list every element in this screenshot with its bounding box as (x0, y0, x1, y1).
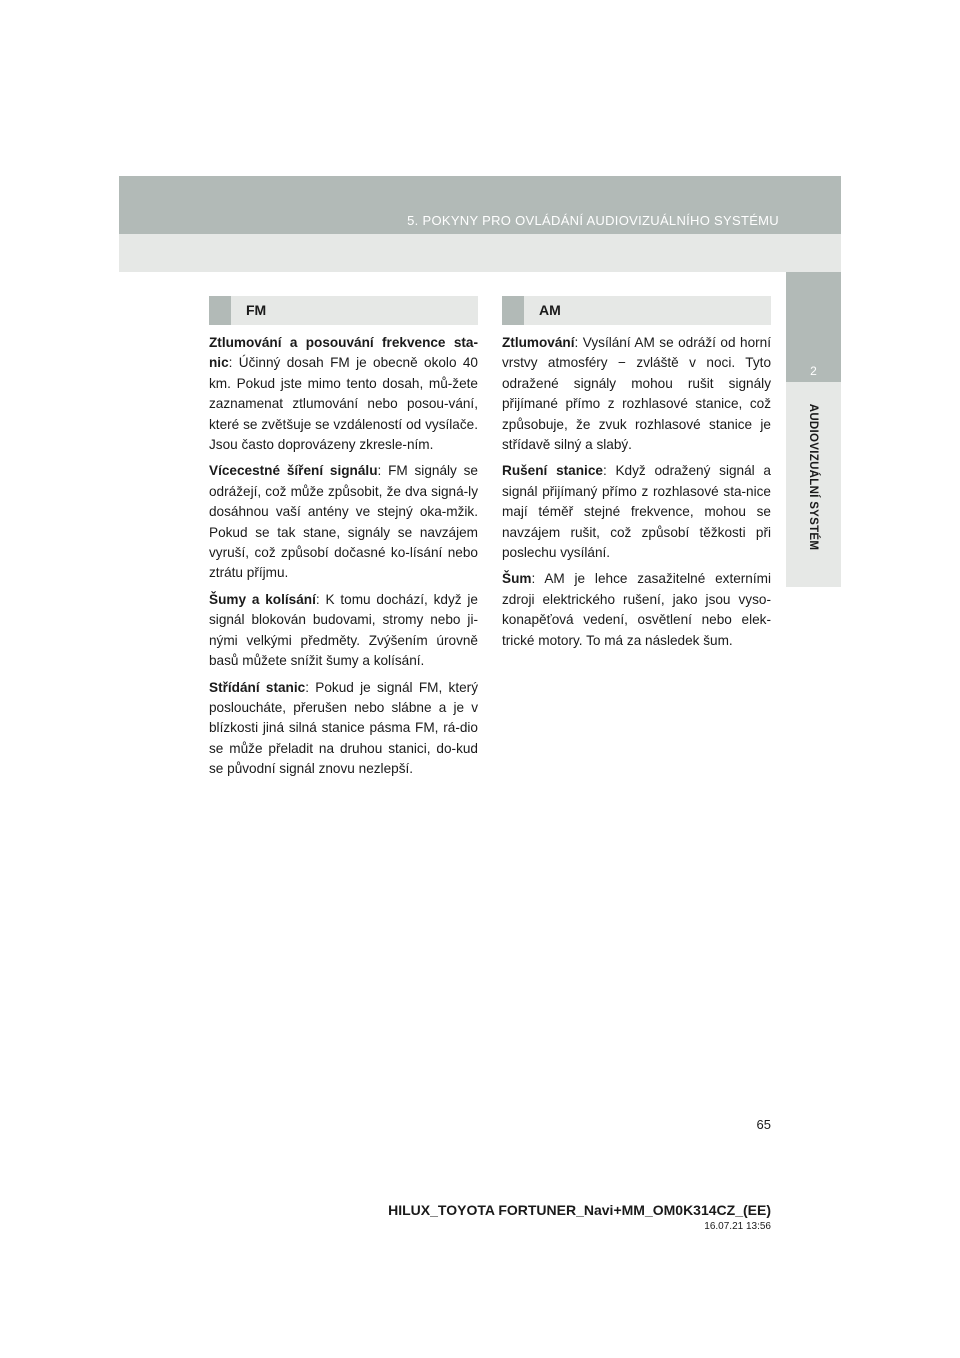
fm-section-heading (209, 296, 478, 325)
fm-paragraph (209, 461, 478, 583)
am-paragraph (502, 461, 771, 563)
text: : Účinný dosah FM je obecně okolo 40 km. Pokud jste mimo tento dosah, mů-žete zaznamenat ztlumování nebo posou-vání, které se zvětšuje se vzdáleností od vysílače. Jsou často doprovázeny zkresle-ním. (209, 355, 478, 453)
fm-paragraph (209, 333, 478, 455)
chapter-label: AUDIOVIZUÁLNÍ SYSTÉM (807, 403, 819, 551)
text: : K tomu dochází, když je signál blokován budovami, stromy nebo ji-nými velkými předměty. Zvýšením úrovně basů můžete snížit šumy a kolísání. (209, 591, 478, 669)
chapter-title: 5. POKYNY PRO OVLÁDÁNÍ AUDIOVIZUÁLNÍHO SYSTÉMU (407, 213, 779, 228)
page-header (119, 176, 841, 272)
side-chapter-tab (786, 272, 841, 587)
text: : AM je lehce zasažitelné externími zdroji elektrického rušení, jako jsou vyso-konapěťová vedení, osvětlení nebo elek-trické motory. To má za následek šum. (502, 571, 771, 648)
heading-marker (502, 296, 524, 325)
header-band (119, 176, 841, 234)
term: Vícecestné šíření signálu (209, 463, 378, 479)
term: Střídání stanic (209, 679, 306, 695)
heading-marker (209, 296, 231, 325)
text: : Když odražený signál a signál přijímaný přímo z rozhlasové sta-nice mají téměř stejné frekvence, mohou se navzájem rušit, což způsobí těžkosti při poslechu vysílání. (502, 463, 771, 561)
am-paragraph (502, 333, 771, 455)
fm-paragraph (209, 678, 478, 780)
am-section-heading (502, 296, 771, 325)
text: : Vysílání AM se odráží od horní vrstvy atmosféry − zvláště v noci. Tyto odražené signály mohou rušit signály přijímané přímo z rozhlasové stanice, což způsobuje, že zvuk rozhlasové stanice je střídavě silný a slabý. (502, 335, 771, 453)
am-paragraph (502, 569, 771, 651)
text: : Pokud je signál FM, který posloucháte, přerušen nebo slábne a je v blízkosti jiná silná stanice pásma FM, rá-dio se může přeladit na druhou stanici, do-kud se původní signál znovu nezlepší. (209, 679, 478, 777)
chapter-number: 2 (810, 364, 817, 378)
fm-column (209, 296, 478, 786)
chapter-number-box (786, 272, 841, 382)
document-code: HILUX_TOYOTA FORTUNER_Navi+MM_OM0K314CZ_(EE) (388, 1202, 771, 1218)
term: Šum (502, 571, 532, 587)
text: : FM signály se odrážejí, což může způsobit, že dva signá-ly dosáhnou vaší antény ve stejný oka-mžik. Pokud se tak stane, signály se navzájem vyruší, což způsobí dočasné ko-lísání nebo ztrátu příjmu. (209, 463, 478, 581)
term: Ztlumování a posouvání frekvence sta-nic (209, 335, 478, 371)
print-timestamp: 16.07.21 13:56 (704, 1221, 771, 1232)
page-number: 65 (756, 1117, 771, 1132)
am-heading-text: AM (539, 302, 561, 318)
am-column (502, 296, 771, 657)
term: Ztlumování (502, 335, 575, 350)
fm-heading-text: FM (246, 302, 267, 318)
term: Rušení stanice (502, 463, 603, 479)
term: Šumy a kolísání (209, 591, 316, 607)
fm-paragraph (209, 590, 478, 672)
